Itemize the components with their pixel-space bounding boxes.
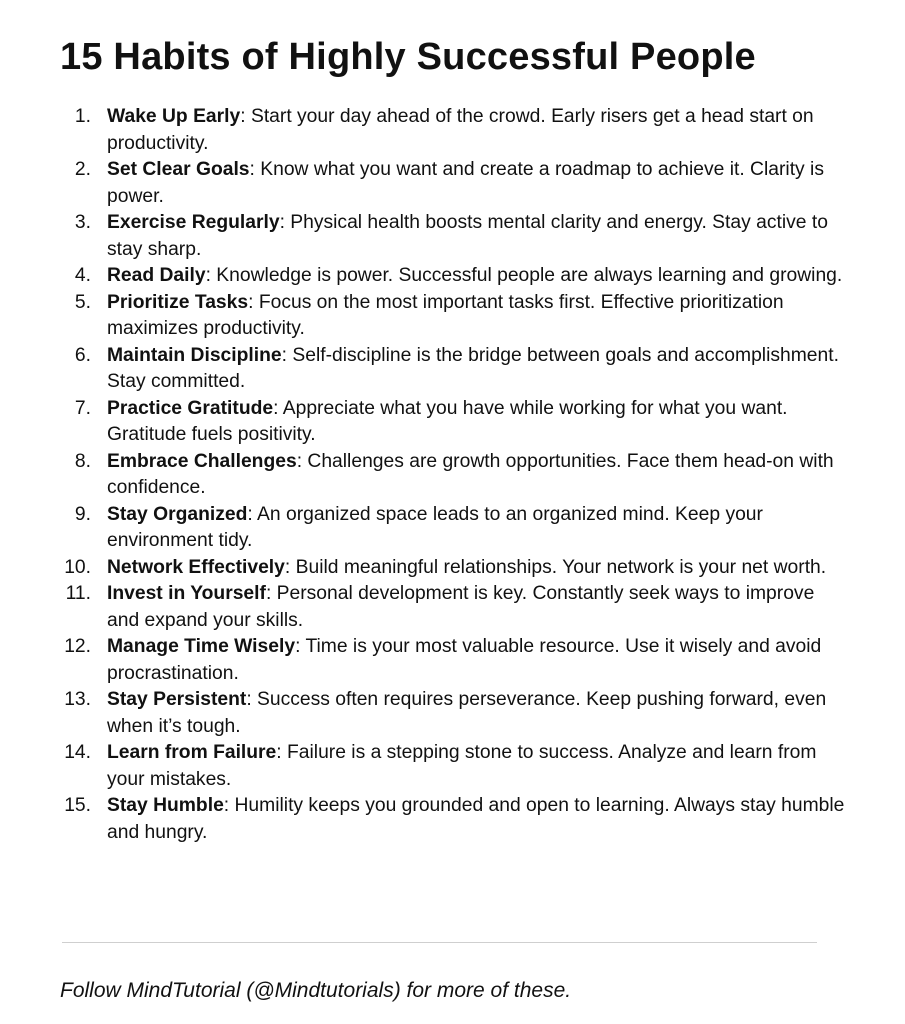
list-item xyxy=(0,581,905,634)
list-item-number: 14. xyxy=(64,742,91,763)
list-item-number: 8. xyxy=(74,450,91,472)
list-item xyxy=(0,740,905,793)
habit-description: : Failure is a stepping stone to success. Analyze and learn from your mistakes. xyxy=(107,742,817,790)
habit-name: Stay Organized xyxy=(107,503,248,525)
list-item-number: 4. xyxy=(74,265,91,286)
footer-note: Follow MindTutorial (@Mindtutorials) for more of these. xyxy=(60,979,572,1002)
list-item xyxy=(0,290,905,343)
list-item-number: 2. xyxy=(74,159,91,180)
list-item xyxy=(0,449,905,502)
list-item xyxy=(0,104,905,157)
list-item xyxy=(0,396,905,449)
list-item xyxy=(0,687,905,740)
habit-description: : Physical health boosts mental clarity and energy. Stay active to stay sharp. xyxy=(107,212,828,260)
list-item-number: 13. xyxy=(64,689,91,710)
list-item xyxy=(0,343,905,396)
habit-name: Invest in Yourself xyxy=(107,583,266,604)
list-item-number: 5. xyxy=(74,291,91,313)
list-item-number: 15. xyxy=(64,795,91,816)
habit-description: : Challenges are growth opportunities. Face them head-on with confidence. xyxy=(107,450,834,498)
habit-name: Exercise Regularly xyxy=(107,212,280,233)
habit-name: Prioritize Tasks xyxy=(107,291,249,313)
habit-name: Practice Gratitude xyxy=(107,397,274,419)
list-item-number: 7. xyxy=(74,397,91,419)
list-item xyxy=(0,793,905,846)
habit-description: : Time is your most valuable resource. Use it wisely and avoid procrastination. xyxy=(107,636,822,684)
habit-name: Set Clear Goals xyxy=(107,159,250,180)
list-item-number: 12. xyxy=(64,636,91,657)
habit-name: Read Daily xyxy=(107,265,206,286)
habit-description: : Know what you want and create a roadmap to achieve it. Clarity is power. xyxy=(107,159,824,207)
habit-description: : Self-discipline is the bridge between goals and accomplishment. Stay committed. xyxy=(107,344,839,392)
list-item xyxy=(0,157,905,210)
habit-list xyxy=(0,104,905,846)
habit-name: Wake Up Early xyxy=(107,106,241,127)
list-item-number: 1. xyxy=(74,106,91,127)
habit-description: : Humility keeps you grounded and open to learning. Always stay humble and hungry. xyxy=(107,795,845,843)
list-item xyxy=(0,210,905,263)
habit-description: : Start your day ahead of the crowd. Early risers get a head start on productivity. xyxy=(107,106,814,154)
habit-name: Learn from Failure xyxy=(107,742,277,763)
list-item xyxy=(0,634,905,687)
habit-description: : Build meaningful relationships. Your network is your net worth. xyxy=(284,556,827,578)
habit-description: : Knowledge is power. Successful people are always learning and growing. xyxy=(205,265,843,286)
list-item-number: 11. xyxy=(65,583,91,604)
list-item-number: 10. xyxy=(64,556,91,578)
habit-name: Stay Persistent xyxy=(107,689,247,710)
habit-name: Maintain Discipline xyxy=(107,344,282,366)
list-item-number: 6. xyxy=(74,344,91,366)
habit-name: Embrace Challenges xyxy=(107,450,297,472)
habit-name: Network Effectively xyxy=(107,556,285,578)
list-item-number: 9. xyxy=(74,503,91,525)
habit-description: : Success often requires perseverance. Keep pushing forward, even when it’s tough. xyxy=(107,689,827,737)
list-item-number: 3. xyxy=(74,212,91,233)
habit-description: : An organized space leads to an organized mind. Keep your environment tidy. xyxy=(107,503,763,551)
habit-name: Stay Humble xyxy=(107,795,224,816)
habit-description: : Personal development is key. Constantly seek ways to improve and expand your skills. xyxy=(107,583,815,631)
list-item xyxy=(0,263,905,290)
habit-description: : Appreciate what you have while working for what you want. Gratitude fuels positivity. xyxy=(107,397,788,445)
habit-name: Manage Time Wisely xyxy=(107,636,296,657)
divider xyxy=(62,942,817,943)
list-item xyxy=(0,555,905,582)
page-title: 15 Habits of Highly Successful People xyxy=(60,36,756,78)
list-item xyxy=(0,502,905,555)
habit-description: : Focus on the most important tasks first. Effective prioritization maximizes productivity. xyxy=(107,291,784,339)
